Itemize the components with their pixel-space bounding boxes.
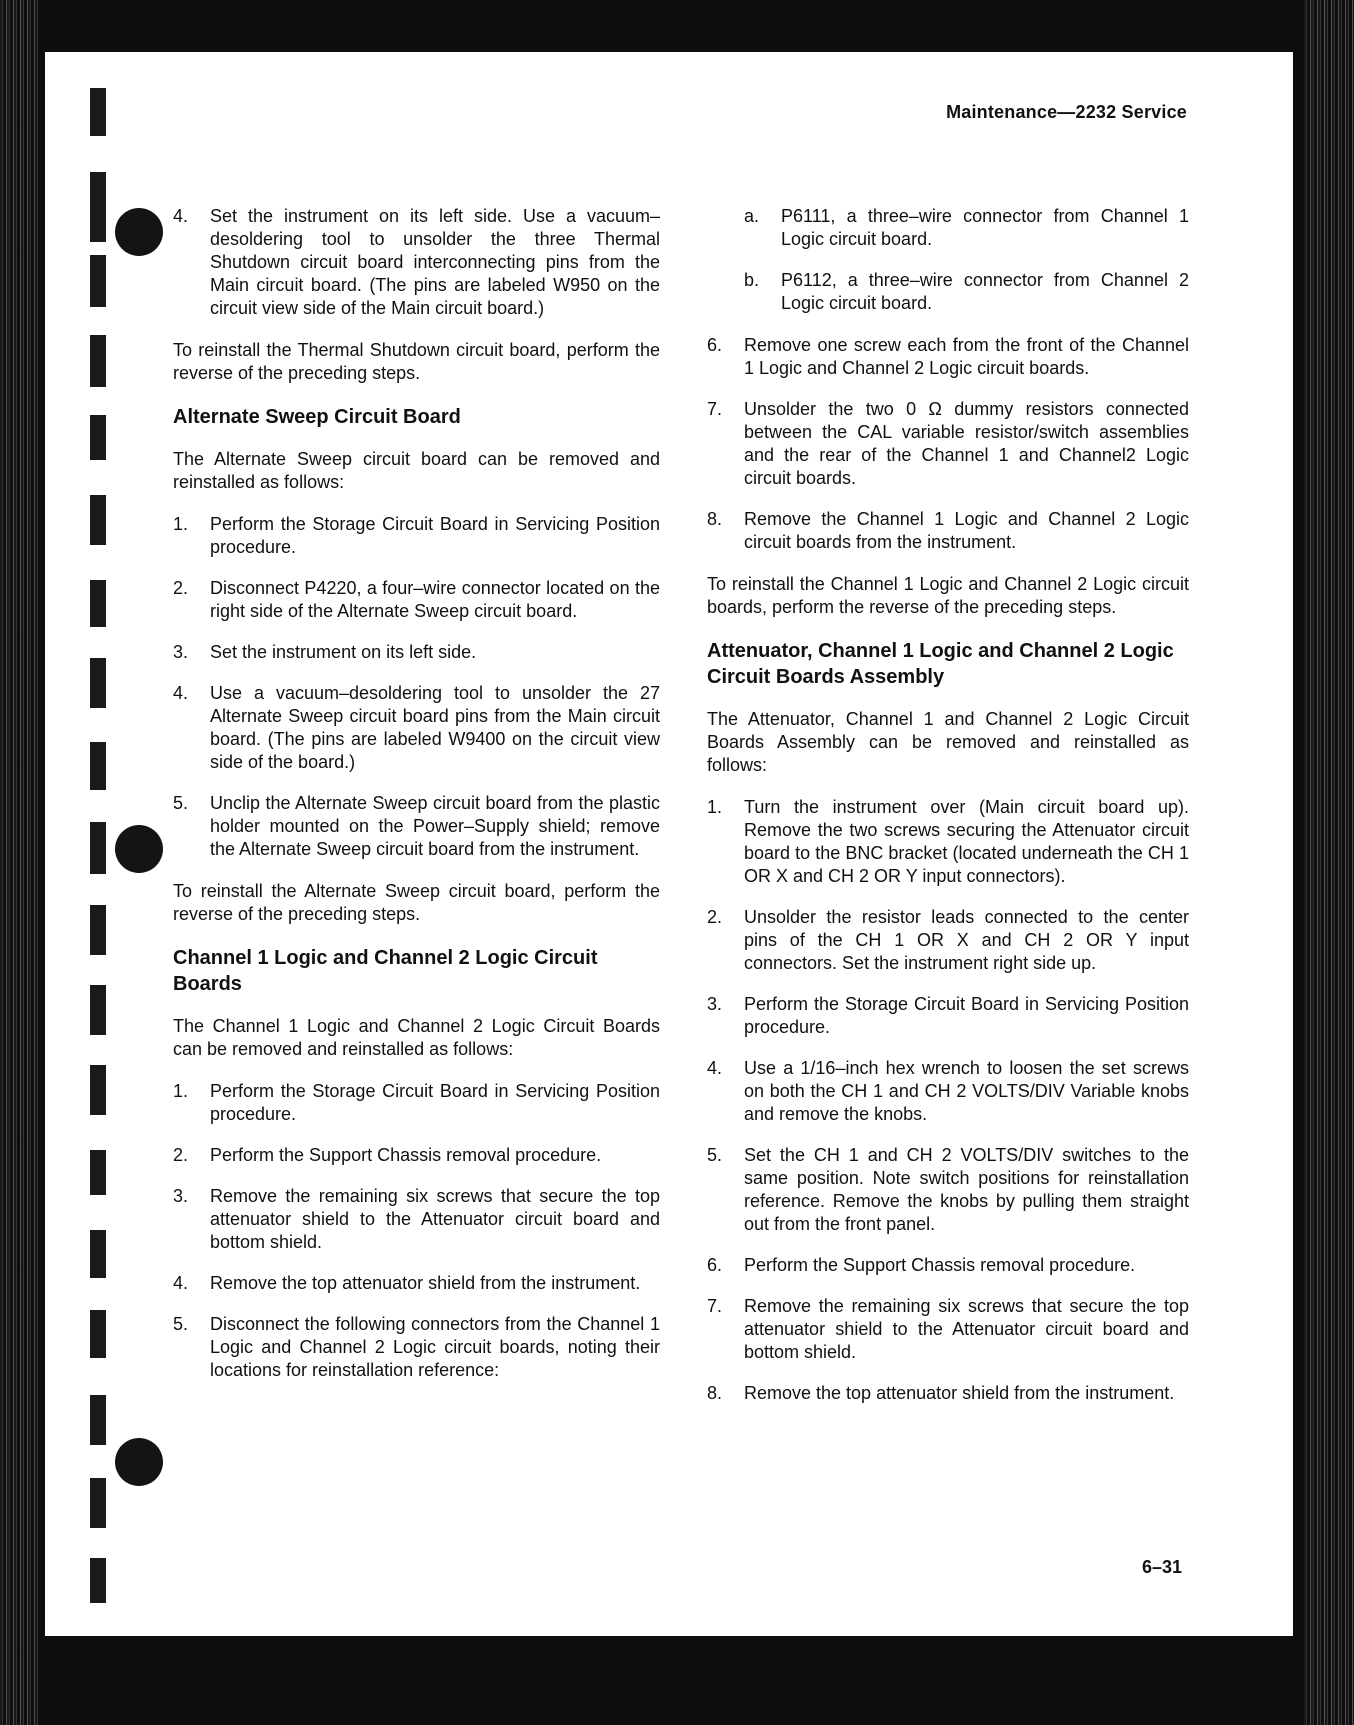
- binder-mark: [90, 88, 106, 136]
- step-text: Perform the Storage Circuit Board in Servicing Position procedure.: [744, 994, 1189, 1037]
- scan-edge-left: [0, 0, 40, 1725]
- step-number: 6.: [707, 335, 723, 355]
- channel-logic-steps: [173, 1080, 660, 1382]
- step-number: 4.: [173, 1273, 189, 1293]
- section-heading: Alternate Sweep Circuit Board: [173, 406, 461, 428]
- binder-mark: [90, 985, 106, 1035]
- paragraph: To reinstall the Thermal Shutdown circuit board, perform the reverse of the preceding steps.: [173, 340, 660, 383]
- step-text: Remove the top attenuator shield from the instrument.: [744, 1383, 1175, 1403]
- list-item: [173, 205, 660, 320]
- binder-mark: [90, 905, 106, 955]
- paragraph: The Alternate Sweep circuit board can be removed and reinstalled as follows:: [173, 449, 660, 492]
- step-text: Unclip the Alternate Sweep circuit board from the plastic holder mounted on the Power–Supply shield; remove the Alternate Sweep circuit board from the instrument.: [210, 793, 660, 859]
- step-text: Disconnect P4220, a four–wire connector located on the right side of the Alternate Sweep circuit board.: [210, 578, 660, 621]
- binder-mark: [90, 1230, 106, 1278]
- list-item: [173, 1185, 660, 1254]
- section-heading: Channel 1 Logic and Channel 2 Logic Circuit Boards: [173, 947, 598, 995]
- step-number: 2.: [173, 1145, 189, 1165]
- step-number: 1.: [173, 1081, 189, 1101]
- list-item: [173, 792, 660, 861]
- step-text: Perform the Storage Circuit Board in Servicing Position procedure.: [210, 1081, 660, 1124]
- step-number: 8.: [707, 1383, 723, 1403]
- attenuator-steps: [707, 796, 1189, 1405]
- step-letter: b.: [744, 270, 760, 290]
- step-number: 2.: [707, 907, 723, 927]
- step-text: Disconnect the following connectors from the Channel 1 Logic and Channel 2 Logic circuit boards, noting their locations for reinstallation reference:: [210, 1314, 660, 1380]
- step-text: Remove the Channel 1 Logic and Channel 2 Logic circuit boards from the instrument.: [744, 509, 1189, 552]
- step-text: Perform the Support Chassis removal procedure.: [744, 1255, 1136, 1275]
- binder-mark: [90, 580, 106, 627]
- binder-mark: [90, 1065, 106, 1115]
- step-text: Set the CH 1 and CH 2 VOLTS/DIV switches to the same position. Note switch positions for reinstallation reference. Remove the knobs by pulling them straight out from the front panel.: [744, 1145, 1189, 1234]
- binder-mark: [90, 1150, 106, 1195]
- step-text: Unsolder the two 0 Ω dummy resistors connected between the CAL variable resistor/switch assemblies and the rear of the Channel 1 and Channel2 Logic circuit boards.: [744, 399, 1189, 488]
- step-number: 3.: [173, 1186, 189, 1206]
- list-item: [707, 796, 1189, 888]
- list-item: [173, 682, 660, 774]
- step-text: Set the instrument on its left side.: [210, 642, 477, 662]
- left-column: [173, 205, 660, 1401]
- binder-mark: [90, 1395, 106, 1445]
- connector-sub-steps: [707, 205, 1189, 315]
- step-text: Remove the remaining six screws that secure the top attenuator shield to the Attenuator circuit board and bottom shield.: [744, 1296, 1189, 1362]
- step-text: Perform the Support Chassis removal procedure.: [210, 1145, 602, 1165]
- list-item: [707, 1144, 1189, 1236]
- scan-edge-right: [1304, 0, 1354, 1725]
- step-text: P6112, a three–wire connector from Channel 2 Logic circuit board.: [781, 270, 1189, 313]
- step-number: 5.: [173, 793, 189, 813]
- step-number: 3.: [707, 994, 723, 1014]
- alt-sweep-steps: [173, 513, 660, 861]
- section-heading: Attenuator, Channel 1 Logic and Channel 2 Logic Circuit Boards Assembly: [707, 640, 1174, 688]
- binder-mark: [90, 1478, 106, 1528]
- list-item: [707, 1254, 1189, 1277]
- binder-mark: [90, 1558, 106, 1603]
- step-text: Use a vacuum–desoldering tool to unsolder the 27 Alternate Sweep circuit board pins from the Main circuit board. (The pins are labeled W9400 on the circuit view side of the board.): [210, 683, 660, 772]
- step-number: 5.: [173, 1314, 189, 1334]
- list-item: [707, 906, 1189, 975]
- step-number: 4.: [707, 1058, 723, 1078]
- step-number: 8.: [707, 509, 723, 529]
- list-item: [173, 1144, 660, 1167]
- binder-mark: [90, 415, 106, 460]
- list-item: [173, 513, 660, 559]
- step-text: Turn the instrument over (Main circuit board up). Remove the two screws securing the Attenuator circuit board to the BNC bracket (located underneath the CH 1 OR X and CH 2 OR Y input connectors).: [744, 797, 1189, 886]
- step-number: 4.: [173, 683, 189, 703]
- step-text: Set the instrument on its left side. Use a vacuum–desoldering tool to unsolder the three Thermal Shutdown circuit board interconnecting pins from the Main circuit board. (The pins are labeled W950 on the circuit view side of the Main circuit board.): [210, 206, 660, 318]
- binder-mark: [90, 335, 106, 387]
- step-text: P6111, a three–wire connector from Channel 1 Logic circuit board.: [781, 206, 1189, 249]
- paragraph: The Attenuator, Channel 1 and Channel 2 Logic Circuit Boards Assembly can be removed and reinstalled as follows:: [707, 709, 1189, 775]
- step-text: Use a 1/16–inch hex wrench to loosen the set screws on both the CH 1 and CH 2 VOLTS/DIV Variable knobs and remove the knobs.: [744, 1058, 1189, 1124]
- list-item: [707, 398, 1189, 490]
- step-text: Remove the top attenuator shield from the instrument.: [210, 1273, 641, 1293]
- binder-mark: [90, 822, 106, 874]
- list-item: [707, 993, 1189, 1039]
- binder-mark: [90, 1310, 106, 1358]
- page-number: 6–31: [1141, 1557, 1182, 1577]
- step-number: 1.: [707, 797, 723, 817]
- list-item: [707, 1057, 1189, 1126]
- binder-mark: [90, 742, 106, 790]
- step-text: Perform the Storage Circuit Board in Servicing Position procedure.: [210, 514, 660, 557]
- binder-mark: [90, 495, 106, 545]
- step-number: 7.: [707, 399, 723, 419]
- binder-mark: [90, 658, 106, 708]
- step-number: 7.: [707, 1296, 723, 1316]
- list-item: [173, 641, 660, 664]
- punch-hole: [115, 825, 163, 873]
- step-number: 5.: [707, 1145, 723, 1165]
- list-item: [707, 1382, 1189, 1405]
- step-number: 3.: [173, 642, 189, 662]
- step-text: Remove the remaining six screws that secure the top attenuator shield to the Attenuator circuit board and bottom shield.: [210, 1186, 660, 1252]
- list-item: [173, 1313, 660, 1382]
- right-column: [707, 205, 1189, 1424]
- page-header: Maintenance—2232 Service: [946, 102, 1187, 122]
- step-text: Unsolder the resistor leads connected to the center pins of the CH 1 OR X and CH 2 OR Y input connectors. Set the instrument right side up.: [744, 907, 1189, 973]
- step-letter: a.: [744, 206, 760, 226]
- step-text: Remove one screw each from the front of the Channel 1 Logic and Channel 2 Logic circuit boards.: [744, 335, 1189, 378]
- paragraph: The Channel 1 Logic and Channel 2 Logic Circuit Boards can be removed and reinstalled as follows:: [173, 1016, 660, 1059]
- binder-mark: [90, 255, 106, 307]
- step-number: 2.: [173, 578, 189, 598]
- thermal-steps: [173, 205, 660, 320]
- list-item: [744, 205, 1189, 251]
- list-item: [173, 577, 660, 623]
- step-number: 4.: [173, 206, 189, 226]
- paragraph: To reinstall the Channel 1 Logic and Channel 2 Logic circuit boards, perform the reverse of the preceding steps.: [707, 574, 1189, 617]
- list-item: [173, 1080, 660, 1126]
- channel-logic-steps-continued: [707, 334, 1189, 554]
- punch-hole: [115, 208, 163, 256]
- list-item: [173, 1272, 660, 1295]
- list-item: [707, 1295, 1189, 1364]
- step-number: 1.: [173, 514, 189, 534]
- list-item: [707, 508, 1189, 554]
- binder-mark: [90, 172, 106, 242]
- paragraph: To reinstall the Alternate Sweep circuit board, perform the reverse of the preceding steps.: [173, 881, 660, 924]
- punch-hole: [115, 1438, 163, 1486]
- list-item: [707, 334, 1189, 380]
- list-item: [744, 269, 1189, 315]
- step-number: 6.: [707, 1255, 723, 1275]
